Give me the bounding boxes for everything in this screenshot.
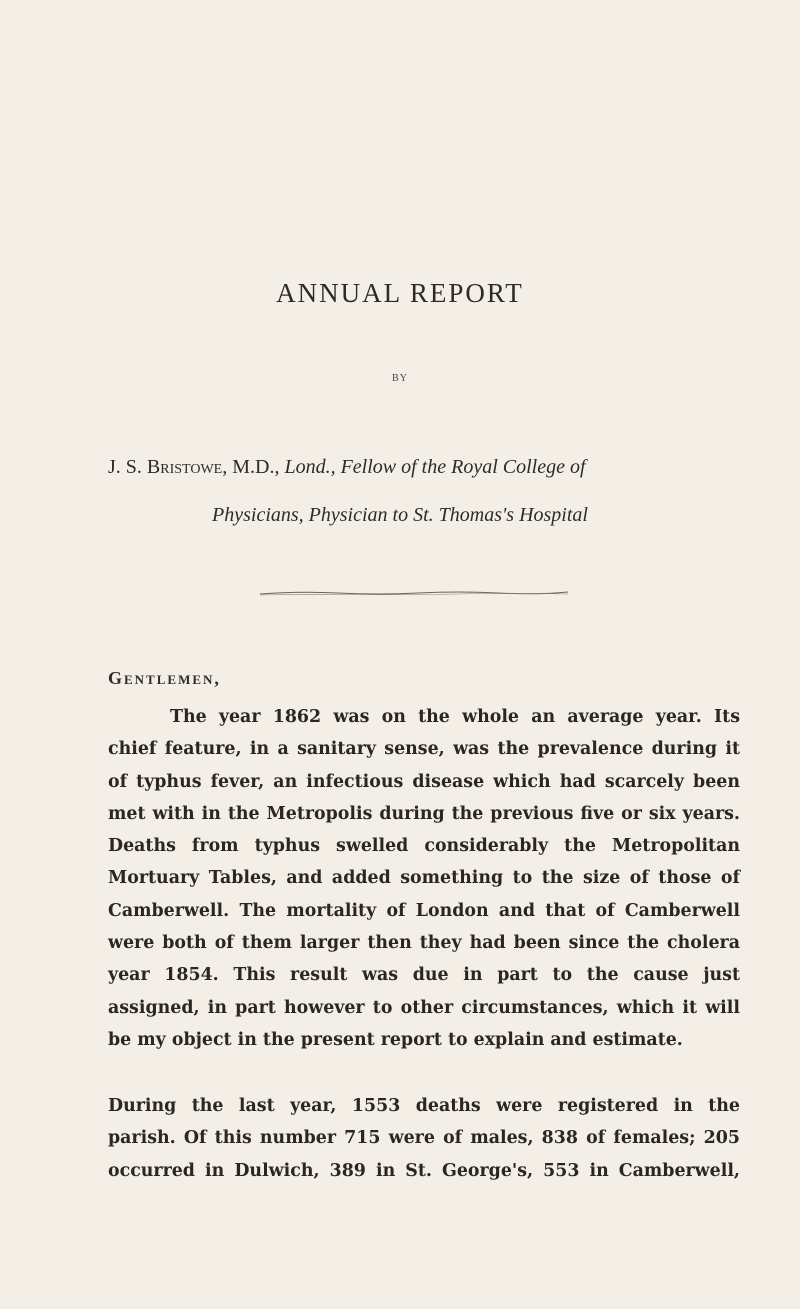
paragraph-line: The year 1862 was on the whole an average year. Its [170, 707, 740, 727]
paragraph-line: were both of them larger then they had been since the cholera [108, 933, 740, 954]
paragraph-line: parish. Of this number 715 were of males, 838 of females; 205 [108, 1128, 740, 1149]
by-label: BY [392, 373, 408, 384]
paragraph-line: assigned, in part however to other circumstances, which it will [108, 997, 740, 1018]
paragraph-1 [108, 701, 740, 1056]
paragraph-line: During the last year, 1553 deaths were registered in the [108, 1096, 740, 1116]
paragraph-line: Deaths from typhus swelled considerably the Metropolitan [108, 836, 740, 857]
paragraph-2 [108, 1090, 740, 1187]
paragraph-line: occurred in Dulwich, 389 in St. George's, 553 in Camberwell, [108, 1160, 740, 1181]
paragraph-line: chief feature, in a sanitary sense, was the prevalence during it [108, 739, 740, 760]
author-line-1 [108, 456, 748, 479]
author-name: J. S. Bristowe, [108, 456, 228, 478]
ornamental-divider [258, 588, 570, 598]
author-lond: Lond., [284, 456, 336, 478]
report-title: ANNUAL REPORT [276, 278, 524, 308]
paragraph-line: Camberwell. The mortality of London and that of Camberwell [108, 900, 740, 921]
paragraph-line: be my object in the present report to explain and estimate. [108, 1029, 683, 1050]
author-degree: M.D., [232, 456, 280, 478]
paragraph-line: of typhus fever, an infectious disease which had scarcely been [108, 771, 740, 792]
paragraph-line: Mortuary Tables, and added something to the size of those of [108, 868, 740, 889]
salutation: Gentlemen, [108, 668, 221, 688]
paragraph-line: met with in the Metropolis during the previous five or six years. [108, 803, 740, 824]
author-line-2: Physicians, Physician to St. Thomas's Hospital [212, 504, 588, 526]
paragraph-line: year 1854. This result was due in part to the cause just [108, 965, 740, 986]
author-fellow: Fellow of the Royal College of [340, 456, 586, 478]
